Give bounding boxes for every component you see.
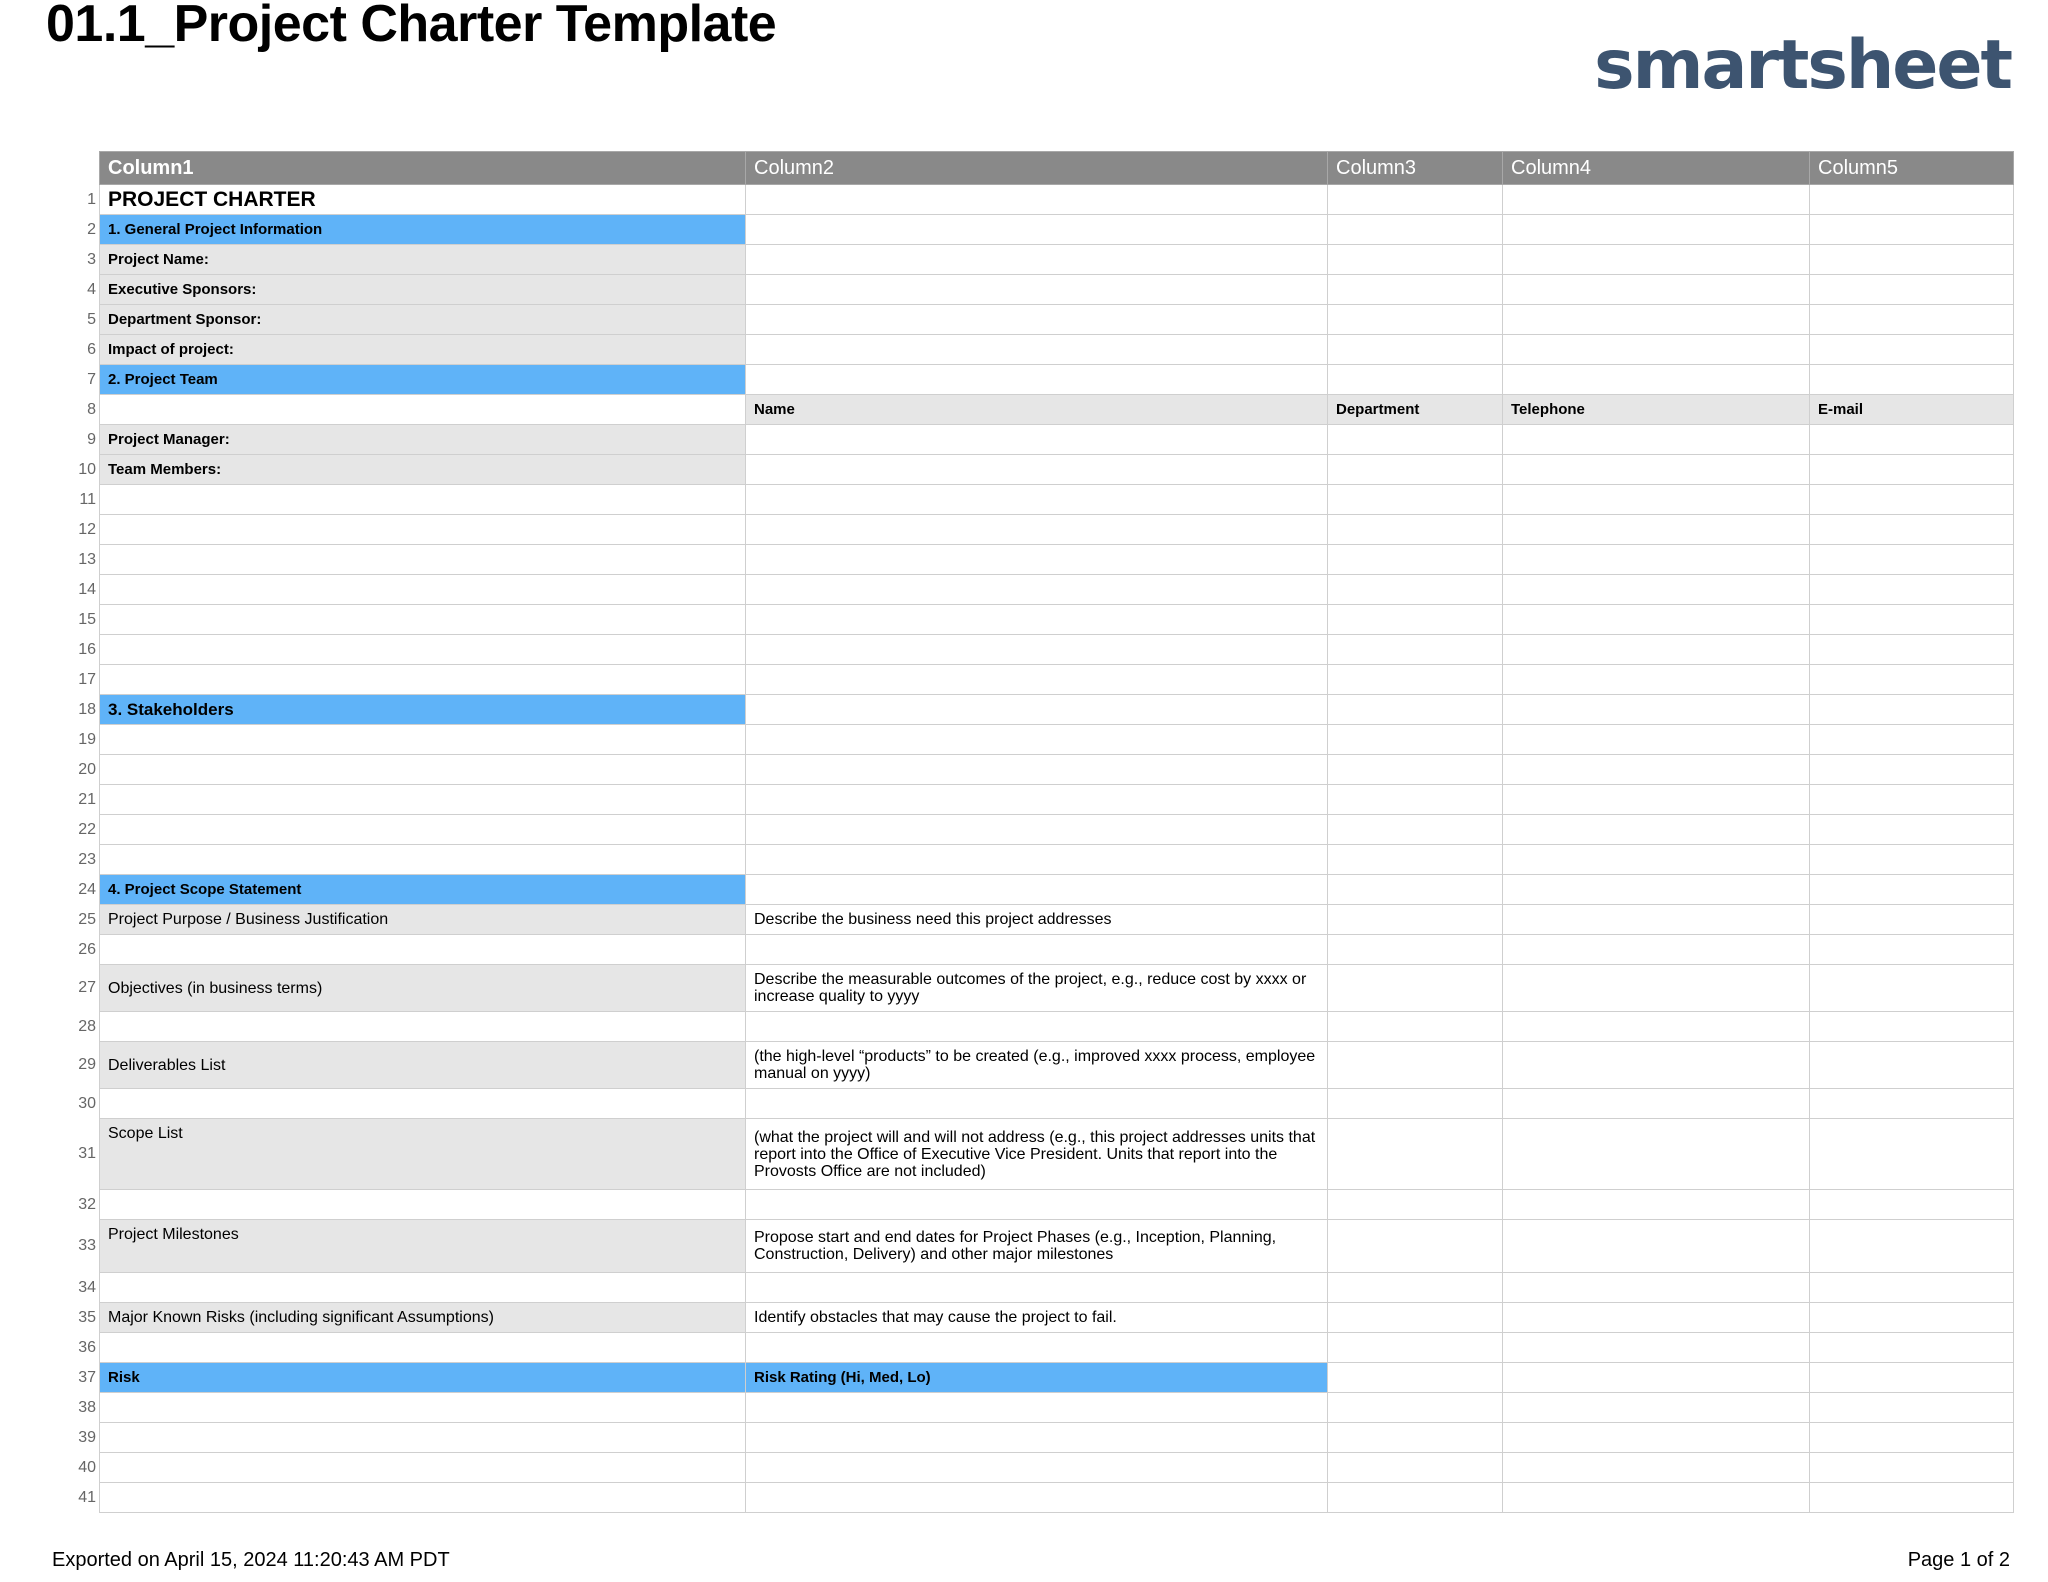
cell[interactable] — [1503, 185, 1810, 215]
sheet-title: 01.1_Project Charter Template — [46, 0, 777, 53]
table-row — [100, 1042, 2014, 1089]
row-number: 24 — [78, 880, 96, 898]
cell[interactable] — [746, 185, 1328, 215]
column-header-row — [100, 152, 2014, 185]
cell[interactable] — [1503, 1220, 1810, 1273]
cell[interactable] — [1328, 845, 1503, 875]
table-row — [100, 425, 2014, 455]
cell[interactable] — [1503, 635, 1810, 665]
cell[interactable] — [1810, 575, 2014, 605]
cell[interactable] — [746, 725, 1328, 755]
cell[interactable] — [1503, 1333, 1810, 1363]
cell[interactable] — [1810, 1273, 2014, 1303]
cell[interactable] — [1328, 785, 1503, 815]
row-number: 34 — [78, 1278, 96, 1296]
table-row — [100, 1273, 2014, 1303]
row-number: 1 — [87, 190, 96, 208]
cell[interactable]: PROJECT CHARTER — [100, 185, 746, 215]
table-row — [100, 1190, 2014, 1220]
row-number: 3 — [87, 250, 96, 268]
table-row — [100, 575, 2014, 605]
cell[interactable] — [1810, 335, 2014, 365]
cell[interactable] — [1810, 305, 2014, 335]
cell[interactable] — [1503, 215, 1810, 245]
cell[interactable] — [746, 215, 1328, 245]
cell[interactable] — [1503, 605, 1810, 635]
cell[interactable] — [1810, 515, 2014, 545]
cell[interactable] — [1503, 515, 1810, 545]
cell[interactable]: Major Known Risks (including significant Assumptions) — [100, 1303, 746, 1333]
cell[interactable] — [1328, 245, 1503, 275]
cell[interactable] — [1503, 725, 1810, 755]
table-row — [100, 305, 2014, 335]
cell[interactable]: Impact of project: — [100, 335, 746, 365]
cell[interactable] — [1328, 1012, 1503, 1042]
cell[interactable] — [100, 545, 746, 575]
cell[interactable] — [1328, 185, 1503, 215]
table-row — [100, 1333, 2014, 1363]
cell[interactable] — [1328, 725, 1503, 755]
cell[interactable] — [1328, 1303, 1503, 1333]
table-row — [100, 455, 2014, 485]
row-number: 13 — [78, 550, 96, 568]
cell[interactable] — [100, 1423, 746, 1453]
column-header[interactable]: Column5 — [1810, 152, 2014, 185]
cell[interactable] — [1810, 695, 2014, 725]
cell[interactable] — [1810, 815, 2014, 845]
cell[interactable] — [746, 1190, 1328, 1220]
row-number: 36 — [78, 1338, 96, 1356]
cell[interactable] — [746, 1453, 1328, 1483]
cell[interactable] — [100, 1453, 746, 1483]
cell[interactable] — [746, 815, 1328, 845]
cell[interactable] — [1810, 1220, 2014, 1273]
cell[interactable] — [1503, 845, 1810, 875]
cell[interactable] — [100, 815, 746, 845]
cell[interactable] — [1328, 1363, 1503, 1393]
cell[interactable] — [1328, 1220, 1503, 1273]
cell[interactable] — [746, 305, 1328, 335]
cell[interactable]: 4. Project Scope Statement — [100, 875, 746, 905]
cell[interactable] — [1503, 1393, 1810, 1423]
cell[interactable]: 1. General Project Information — [100, 215, 746, 245]
cell[interactable]: Executive Sponsors: — [100, 275, 746, 305]
cell[interactable] — [746, 545, 1328, 575]
cell[interactable] — [1503, 1012, 1810, 1042]
row-number: 6 — [87, 340, 96, 358]
cell[interactable] — [100, 1190, 746, 1220]
cell[interactable] — [1810, 455, 2014, 485]
cell[interactable]: Department Sponsor: — [100, 305, 746, 335]
row-number: 32 — [78, 1195, 96, 1213]
table-row — [100, 1119, 2014, 1190]
cell[interactable] — [1328, 425, 1503, 455]
cell[interactable] — [1503, 245, 1810, 275]
cell[interactable] — [100, 935, 746, 965]
cell[interactable] — [1810, 1423, 2014, 1453]
cell[interactable] — [1503, 785, 1810, 815]
cell[interactable] — [1328, 545, 1503, 575]
row-number: 16 — [78, 640, 96, 658]
table-row — [100, 695, 2014, 725]
row-number: 39 — [78, 1428, 96, 1446]
cell[interactable] — [1503, 1483, 1810, 1513]
cell[interactable] — [746, 335, 1328, 365]
cell[interactable] — [1328, 515, 1503, 545]
row-number: 7 — [87, 370, 96, 388]
cell[interactable] — [1810, 185, 2014, 215]
cell[interactable] — [746, 1483, 1328, 1513]
column-header[interactable]: Column2 — [746, 152, 1328, 185]
cell[interactable] — [1503, 905, 1810, 935]
cell[interactable]: Risk — [100, 1363, 746, 1393]
cell[interactable] — [1810, 875, 2014, 905]
column-header[interactable]: Column4 — [1503, 152, 1810, 185]
cell[interactable] — [1328, 965, 1503, 1012]
cell[interactable] — [746, 695, 1328, 725]
cell[interactable] — [1810, 845, 2014, 875]
cell[interactable] — [746, 515, 1328, 545]
cell[interactable] — [1810, 1393, 2014, 1423]
cell[interactable] — [1503, 1363, 1810, 1393]
table-row — [100, 965, 2014, 1012]
cell[interactable] — [1328, 1423, 1503, 1453]
cell[interactable] — [1810, 965, 2014, 1012]
cell[interactable] — [1810, 785, 2014, 815]
cell[interactable] — [1328, 905, 1503, 935]
table-row — [100, 845, 2014, 875]
row-number: 5 — [87, 310, 96, 328]
cell[interactable] — [746, 1393, 1328, 1423]
cell[interactable] — [1810, 935, 2014, 965]
cell[interactable] — [1810, 1042, 2014, 1089]
cell[interactable] — [1328, 1190, 1503, 1220]
cell[interactable] — [1503, 1190, 1810, 1220]
cell[interactable] — [1328, 695, 1503, 725]
cell[interactable] — [1328, 575, 1503, 605]
cell[interactable]: Department — [1328, 395, 1503, 425]
row-number: 18 — [78, 700, 96, 718]
cell[interactable]: Project Manager: — [100, 425, 746, 455]
cell[interactable]: Risk Rating (Hi, Med, Lo) — [746, 1363, 1328, 1393]
cell[interactable] — [746, 1012, 1328, 1042]
cell[interactable] — [1328, 455, 1503, 485]
cell[interactable] — [1328, 275, 1503, 305]
table-row — [100, 1089, 2014, 1119]
table-row — [100, 725, 2014, 755]
table-row — [100, 1363, 2014, 1393]
row-number: 31 — [78, 1145, 96, 1162]
row-number: 9 — [87, 430, 96, 448]
cell[interactable] — [746, 425, 1328, 455]
table-row — [100, 635, 2014, 665]
table-row — [100, 665, 2014, 695]
cell[interactable] — [100, 1333, 746, 1363]
table-row — [100, 1012, 2014, 1042]
cell[interactable] — [100, 845, 746, 875]
row-number: 35 — [78, 1308, 96, 1326]
cell[interactable]: 3. Stakeholders — [100, 695, 746, 725]
cell[interactable] — [746, 1089, 1328, 1119]
cell[interactable] — [100, 755, 746, 785]
row-number: 23 — [78, 850, 96, 868]
cell[interactable]: Scope List — [100, 1119, 746, 1190]
export-timestamp: Exported on April 15, 2024 11:20:43 AM PDT — [52, 1549, 450, 1571]
cell[interactable] — [746, 1423, 1328, 1453]
table-row — [100, 1393, 2014, 1423]
cell[interactable] — [100, 785, 746, 815]
cell[interactable] — [1810, 1119, 2014, 1190]
row-number: 19 — [78, 730, 96, 748]
cell[interactable] — [1503, 575, 1810, 605]
cell[interactable] — [100, 485, 746, 515]
cell[interactable] — [746, 875, 1328, 905]
cell[interactable] — [1328, 485, 1503, 515]
cell[interactable] — [746, 665, 1328, 695]
cell[interactable] — [746, 635, 1328, 665]
cell[interactable]: Project Milestones — [100, 1220, 746, 1273]
cell[interactable] — [746, 845, 1328, 875]
cell[interactable] — [100, 515, 746, 545]
cell[interactable] — [1810, 425, 2014, 455]
cell[interactable] — [746, 455, 1328, 485]
cell[interactable] — [1503, 365, 1810, 395]
cell[interactable] — [1328, 365, 1503, 395]
cell[interactable] — [1328, 755, 1503, 785]
sheet-grid — [99, 151, 2014, 1513]
cell[interactable] — [1503, 545, 1810, 575]
cell[interactable] — [1810, 1089, 2014, 1119]
row-number: 11 — [79, 490, 96, 508]
cell[interactable] — [1503, 1089, 1810, 1119]
table-row — [100, 785, 2014, 815]
table-row — [100, 1483, 2014, 1513]
cell[interactable] — [1810, 545, 2014, 575]
cell[interactable] — [1503, 695, 1810, 725]
cell[interactable]: Name — [746, 395, 1328, 425]
cell[interactable] — [746, 1333, 1328, 1363]
cell[interactable] — [746, 245, 1328, 275]
row-number: 2 — [87, 220, 96, 238]
cell[interactable] — [100, 635, 746, 665]
cell[interactable] — [1810, 1363, 2014, 1393]
cell[interactable] — [1503, 485, 1810, 515]
table-row — [100, 515, 2014, 545]
row-number: 27 — [78, 979, 96, 996]
table-row — [100, 1303, 2014, 1333]
table-row — [100, 605, 2014, 635]
cell[interactable] — [1503, 425, 1810, 455]
cell[interactable]: Project Name: — [100, 245, 746, 275]
cell[interactable]: Telephone — [1503, 395, 1810, 425]
cell[interactable] — [1810, 365, 2014, 395]
cell[interactable] — [1503, 455, 1810, 485]
row-number: 38 — [78, 1398, 96, 1416]
row-number: 20 — [78, 760, 96, 778]
cell[interactable] — [746, 275, 1328, 305]
cell[interactable] — [1810, 1453, 2014, 1483]
cell[interactable] — [1328, 815, 1503, 845]
cell[interactable] — [746, 575, 1328, 605]
cell[interactable]: (the high-level “products” to be created (e.g., improved xxxx process, employee manual on yyyy) — [746, 1042, 1328, 1089]
cell[interactable] — [100, 725, 746, 755]
cell[interactable]: E-mail — [1810, 395, 2014, 425]
cell[interactable]: 2. Project Team — [100, 365, 746, 395]
row-number: 8 — [87, 400, 96, 418]
cell[interactable]: Objectives (in business terms) — [100, 965, 746, 1012]
row-number: 30 — [78, 1094, 96, 1112]
column-header[interactable]: Column3 — [1328, 152, 1503, 185]
row-number: 22 — [78, 820, 96, 838]
cell[interactable] — [1810, 755, 2014, 785]
cell[interactable] — [1328, 1119, 1503, 1190]
row-number: 15 — [78, 610, 96, 628]
table-row — [100, 395, 2014, 425]
cell[interactable] — [1328, 1042, 1503, 1089]
cell[interactable]: Project Purpose / Business Justification — [100, 905, 746, 935]
smartsheet-logo: smartsheet — [1594, 26, 2011, 105]
cell[interactable] — [1810, 1303, 2014, 1333]
row-number: 33 — [78, 1237, 96, 1254]
cell[interactable] — [746, 485, 1328, 515]
row-number: 29 — [78, 1056, 96, 1073]
table-row — [100, 545, 2014, 575]
cell[interactable] — [1810, 635, 2014, 665]
cell[interactable] — [100, 605, 746, 635]
cell[interactable] — [100, 665, 746, 695]
cell[interactable] — [1503, 875, 1810, 905]
cell[interactable] — [1810, 245, 2014, 275]
cell[interactable] — [1810, 665, 2014, 695]
cell[interactable]: Describe the business need this project addresses — [746, 905, 1328, 935]
cell[interactable] — [1503, 335, 1810, 365]
cell[interactable] — [1503, 1423, 1810, 1453]
cell[interactable] — [1328, 1393, 1503, 1423]
cell[interactable] — [1328, 1089, 1503, 1119]
cell[interactable]: Identify obstacles that may cause the project to fail. — [746, 1303, 1328, 1333]
cell[interactable] — [100, 1393, 746, 1423]
cell[interactable] — [1328, 1453, 1503, 1483]
row-number: 14 — [78, 580, 96, 598]
table-row — [100, 1423, 2014, 1453]
cell[interactable] — [100, 575, 746, 605]
cell[interactable] — [1328, 305, 1503, 335]
cell[interactable] — [1328, 1483, 1503, 1513]
cell[interactable] — [1810, 1333, 2014, 1363]
cell[interactable] — [1810, 485, 2014, 515]
row-number: 37 — [78, 1368, 96, 1386]
cell[interactable] — [100, 1273, 746, 1303]
cell[interactable] — [1503, 1273, 1810, 1303]
cell[interactable] — [1328, 875, 1503, 905]
cell[interactable] — [1503, 935, 1810, 965]
cell[interactable] — [1503, 665, 1810, 695]
cell[interactable] — [100, 395, 746, 425]
table-row — [100, 1220, 2014, 1273]
cell[interactable] — [1328, 605, 1503, 635]
cell[interactable] — [1503, 1453, 1810, 1483]
cell[interactable] — [746, 755, 1328, 785]
row-number: 12 — [78, 520, 96, 538]
cell[interactable] — [1328, 1273, 1503, 1303]
cell[interactable] — [1810, 905, 2014, 935]
cell[interactable] — [100, 1089, 746, 1119]
table-row — [100, 905, 2014, 935]
table-row — [100, 1453, 2014, 1483]
table-row — [100, 275, 2014, 305]
cell[interactable] — [100, 1012, 746, 1042]
cell[interactable] — [1503, 755, 1810, 785]
cell[interactable] — [100, 1483, 746, 1513]
row-number: 26 — [78, 940, 96, 958]
row-number: 28 — [78, 1017, 96, 1035]
cell[interactable] — [1503, 1119, 1810, 1190]
cell[interactable] — [746, 605, 1328, 635]
table-row — [100, 365, 2014, 395]
cell[interactable]: (what the project will and will not address (e.g., this project addresses units that report into the Office of Executive Vice President. Units that report into the Provosts Office are not included) — [746, 1119, 1328, 1190]
cell[interactable] — [1328, 635, 1503, 665]
cell[interactable] — [1503, 1042, 1810, 1089]
table-row — [100, 815, 2014, 845]
table-row — [100, 485, 2014, 515]
table-row — [100, 935, 2014, 965]
cell[interactable] — [1810, 1012, 2014, 1042]
row-number: 17 — [78, 670, 96, 688]
cell[interactable] — [1328, 935, 1503, 965]
cell[interactable] — [1810, 1483, 2014, 1513]
table-row — [100, 185, 2014, 215]
cell[interactable] — [746, 935, 1328, 965]
cell[interactable]: Deliverables List — [100, 1042, 746, 1089]
cell[interactable] — [746, 1273, 1328, 1303]
cell[interactable] — [1328, 335, 1503, 365]
row-number: 4 — [87, 280, 96, 298]
page-number: Page 1 of 2 — [1907, 1549, 2010, 1571]
cell[interactable] — [746, 365, 1328, 395]
row-number: 40 — [78, 1458, 96, 1476]
cell[interactable] — [1503, 305, 1810, 335]
table-row — [100, 875, 2014, 905]
cell[interactable]: Propose start and end dates for Project Phases (e.g., Inception, Planning, Construction, Delivery) and other major milestones — [746, 1220, 1328, 1273]
row-number: 41 — [78, 1488, 96, 1506]
cell[interactable] — [1503, 965, 1810, 1012]
table-row — [100, 755, 2014, 785]
row-number: 21 — [78, 790, 96, 808]
cell[interactable] — [1810, 605, 2014, 635]
table-row — [100, 335, 2014, 365]
cell[interactable] — [1328, 665, 1503, 695]
cell[interactable]: Describe the measurable outcomes of the project, e.g., reduce cost by xxxx or increase quality to yyyy — [746, 965, 1328, 1012]
cell[interactable] — [1503, 815, 1810, 845]
cell[interactable] — [1810, 725, 2014, 755]
table-row — [100, 245, 2014, 275]
row-number: 10 — [78, 460, 96, 478]
cell[interactable] — [1503, 275, 1810, 305]
cell[interactable] — [1328, 1333, 1503, 1363]
cell[interactable] — [746, 785, 1328, 815]
cell[interactable] — [1810, 275, 2014, 305]
cell[interactable] — [1503, 1303, 1810, 1333]
cell[interactable]: Team Members: — [100, 455, 746, 485]
cell[interactable] — [1810, 1190, 2014, 1220]
cell[interactable] — [1810, 215, 2014, 245]
table-row — [100, 215, 2014, 245]
column-header[interactable]: Column1 — [100, 152, 746, 185]
row-number: 25 — [78, 910, 96, 928]
cell[interactable] — [1328, 215, 1503, 245]
